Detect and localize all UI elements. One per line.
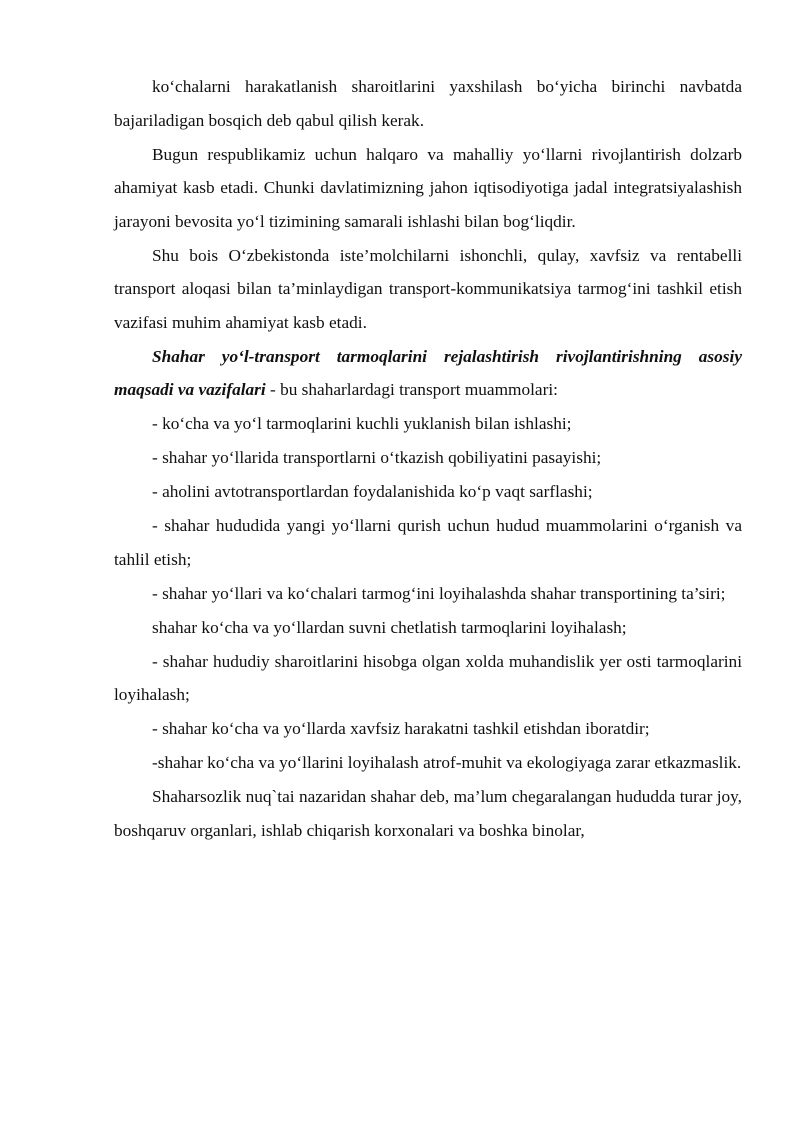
paragraph-1: ko‘chalarni harakatlanish sharoitlarini yaxshilash bo‘yicha birinchi navbatda bajariladigan bosqich deb qabul qilish kerak. (114, 77, 742, 130)
paragraph-4-text: - bu shaharlardagi transport muammolari: (265, 380, 558, 399)
list-item: - shahar yo‘llari va ko‘chalari tarmog‘ini loyihalashda shahar transportining ta’siri; (152, 583, 726, 603)
paragraph-3: Shu bois O‘zbekistonda iste’molchilarni ishonchli, qulay, xavfsiz va rentabelli transport aloqasi bilan ta’minlaydigan transport-kommunikatsiya tarmog‘ini tashkil etish vazifasi muhim ahamiyat kasb etadi. (114, 245, 742, 332)
list-item: - ko‘cha va yo‘l tarmoqlarini kuchli yuklanish bilan ishlashi; (152, 414, 572, 433)
list-item: - shahar hududiy sharoitlarini hisobga olgan xolda muhandislik yer osti tarmoqlarini loyihalash; (114, 651, 742, 704)
section-heading-inline: Shahar yo‘l-transport tarmoqlarini rejalashtirish rivojlantirishning asosiy maqsadi va vazifalari (114, 346, 742, 399)
list-item: shahar ko‘cha va yo‘llardan suvni chetlatish tarmoqlarini loyihalash; (152, 617, 627, 637)
paragraph-4 (114, 340, 742, 407)
list-item: - aholini avtotransportlardan foydalanishida ko‘p vaqt sarflashi; (152, 482, 593, 501)
list-item: - shahar ko‘cha va yo‘llarda xavfsiz harakatni tashkil etishdan iboratdir; (152, 719, 650, 738)
paragraph-last: Shaharsozlik nuq`tai nazaridan shahar deb, ma’lum chegaralangan hududda turar joy, boshqaruv organlari, ishlab chiqarish korxonalari va boshka binolar, (114, 787, 742, 840)
document-body (114, 70, 742, 848)
list-item: - shahar yo‘llarida transportlarni o‘tkazish qobiliyatini pasayishi; (152, 448, 602, 467)
paragraph-2: Bugun respublikamiz uchun halqaro va mahalliy yo‘llarni rivojlantirish dolzarb ahamiyat kasb etadi. Chunki davlatimizning jahon iqtisodiyotiga jadal integratsiyalashish jarayoni bevosita yo‘l tizimining samarali ishlashi bilan bog‘liqdir. (114, 144, 742, 231)
list-item: - shahar hududida yangi yo‘llarni qurish uchun hudud muammolarini o‘rganish va tahlil etish; (114, 516, 742, 569)
list-item: -shahar ko‘cha va yo‘llarini loyihalash atrof-muhit va ekologiyaga zarar etkazmaslik. (152, 753, 742, 772)
